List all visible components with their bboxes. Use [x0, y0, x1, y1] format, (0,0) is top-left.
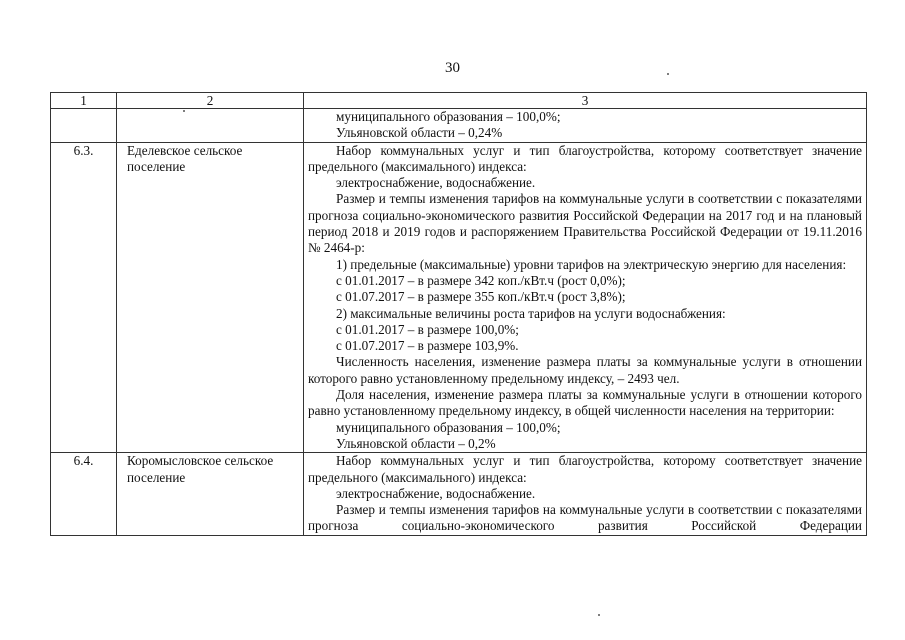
content-paragraph: 2) максимальные величины роста тарифов на услуги водоснабжения: — [336, 305, 726, 321]
header-col-3: 3 — [304, 93, 867, 109]
table-row — [51, 142, 867, 453]
content-paragraph: Доля населения, изменение размера платы за коммунальные услуги в отношении которого равно установленному предельному индексу, в общей численности населения на территории: — [308, 387, 862, 419]
continuation-content-cell — [304, 109, 867, 143]
scan-speck — [183, 110, 185, 112]
row-content — [304, 142, 867, 453]
header-col-1: 1 — [51, 93, 117, 109]
page-number: 30 — [445, 60, 460, 76]
scan-speck — [667, 73, 669, 75]
content-paragraph: с 01.01.2017 – в размере 100,0%; — [336, 321, 519, 337]
row-number: 6.3. — [51, 142, 117, 453]
content-line: муниципального образования – 100,0%; — [336, 109, 561, 124]
content-paragraph: с 01.01.2017 – в размере 342 коп./кВт.ч (рост 0,0%); — [336, 272, 626, 288]
content-paragraph: электроснабжение, водоснабжение. — [336, 175, 536, 191]
continuation-name-cell — [117, 109, 304, 143]
content-paragraph: Набор коммунальных услуг и тип благоустройства, которому соответствует значение предельного (максимального) индекса: — [308, 453, 862, 485]
row-number: 6.4. — [51, 453, 117, 535]
content-paragraph: с 01.07.2017 – в размере 355 коп./кВт.ч (рост 3,8%); — [336, 289, 626, 305]
table-row-continuation — [51, 109, 867, 143]
table-row — [51, 453, 867, 535]
content-paragraph: Численность населения, изменение размера платы за коммунальные услуги в отношении которого равно установленному предельному индексу, – 2493 чел. — [308, 354, 862, 386]
content-paragraph: муниципального образования – 100,0%; — [336, 419, 561, 435]
table-header-row — [51, 93, 867, 109]
settlement-name: Коромысловское сельское поселение — [117, 453, 304, 535]
content-line: Ульяновской области – 0,24% — [336, 125, 503, 141]
settlement-name: Еделевское сельское поселение — [117, 142, 304, 453]
content-paragraph: Размер и темпы изменения тарифов на коммунальные услуги в соответствии с показателями прогноза социально-экономического развития Российской Федерации — [308, 502, 862, 534]
content-paragraph: электроснабжение, водоснабжение. — [336, 485, 536, 501]
content-paragraph: с 01.07.2017 – в размере 103,9%. — [336, 338, 519, 354]
content-paragraph: 1) предельные (максимальные) уровни тарифов на электрическую энергию для населения: — [336, 256, 847, 272]
content-paragraph: Набор коммунальных услуг и тип благоустройства, которому соответствует значение предельного (максимального) индекса: — [308, 142, 862, 174]
scan-speck — [598, 614, 600, 616]
continuation-num-cell — [51, 109, 117, 143]
content-paragraph: Ульяновской области – 0,2% — [336, 435, 496, 451]
content-paragraph: Размер и темпы изменения тарифов на коммунальные услуги в соответствии с показателями прогноза социально-экономического развития Российской Федерации на 2017 год и на плановый период 2018 и 2019 годов и распоряжением Правительства Российской Федерации от 19.11.2016 № 2464-р: — [308, 191, 862, 256]
row-content — [304, 453, 867, 535]
tariff-table — [50, 92, 867, 536]
header-col-2: 2 — [117, 93, 304, 109]
